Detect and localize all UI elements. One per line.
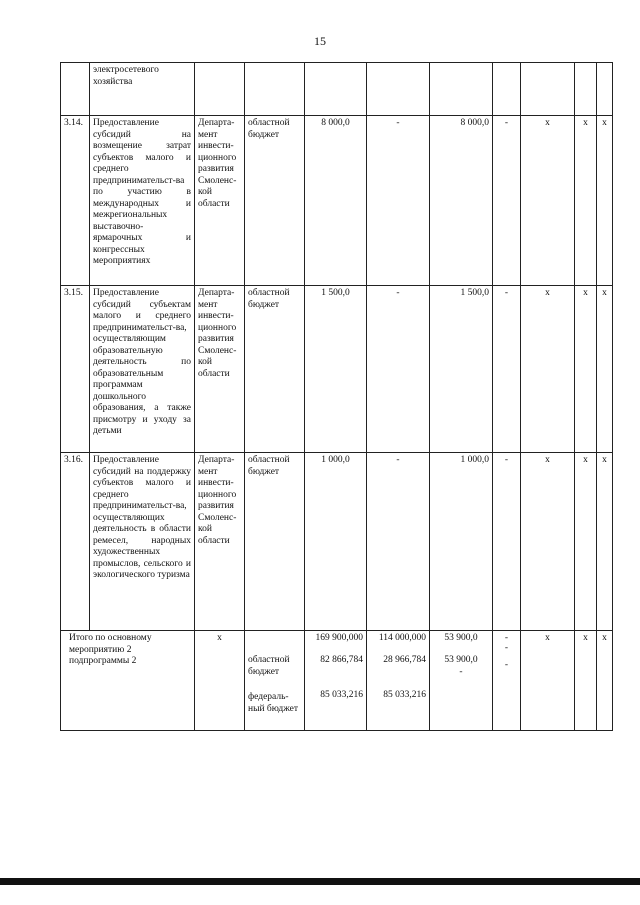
cell-indicator3: x: [597, 286, 613, 453]
table-row-summary: [61, 631, 613, 731]
cell-year2: [430, 631, 493, 731]
y2-regional: 53 900,0: [444, 654, 478, 665]
y1-all: 114 000,000: [378, 633, 426, 643]
cell-total: [305, 631, 367, 731]
cell-total: 1 000,0: [305, 453, 367, 631]
cell-executor: Департа-мент инвести-ционного развития Смоленс-кой области: [195, 453, 245, 631]
y1-federal: 85 033,216: [383, 690, 426, 700]
cell-indicator1: x: [521, 116, 575, 286]
program-table: [60, 62, 613, 731]
cell-num: 3.16.: [61, 453, 90, 631]
total-federal: 85 033,216: [320, 690, 363, 700]
cell-indicator2: x: [575, 286, 597, 453]
cell-indicator2: x: [575, 631, 597, 731]
cell-total: 1 500,0: [305, 286, 367, 453]
cell-summary-label: Итого по основному мероприятию 2 подпрограммы 2: [61, 631, 195, 731]
cell-num: 3.15.: [61, 286, 90, 453]
y3-regional: -: [504, 642, 509, 653]
cell-source: областной бюджет: [245, 453, 305, 631]
cell-year1: -: [367, 453, 430, 631]
source-regional: областной бюджет: [248, 655, 290, 677]
cell-indicator2: x: [575, 116, 597, 286]
cell-year2: 1 000,0: [430, 453, 493, 631]
total-all: 169 900,000: [315, 633, 363, 643]
cell-source: [245, 631, 305, 731]
y3-federal: -: [504, 660, 509, 670]
cell-source: областной бюджет: [245, 286, 305, 453]
cell-year2: 1 500,0: [430, 286, 493, 453]
page-number: 15: [314, 34, 326, 48]
cell-indicator3: x: [597, 453, 613, 631]
scan-border-bar: [0, 878, 640, 885]
cell-year3: -: [493, 116, 521, 286]
table-row: [61, 453, 613, 631]
cell-indicator2: x: [575, 453, 597, 631]
cell-year3: [493, 631, 521, 731]
cell-num: 3.14.: [61, 116, 90, 286]
cell-executor: Департа-мент инвести-ционного развития Смоленс-кой области: [195, 286, 245, 453]
cell-indicator1: x: [521, 631, 575, 731]
cell-executor: x: [195, 631, 245, 731]
source-federal: федераль-ный бюджет: [248, 692, 299, 714]
cell-desc: Предоставление субсидий на возмещение затрат субъектов малого и среднего предпринимательст-ва по участию в международных и межрегиональных выставочно-ярмарочных и конгрессных мероприятиях: [90, 116, 195, 286]
y3-all: -: [504, 633, 509, 643]
y2-all: 53 900,0: [444, 633, 478, 643]
cell-desc: электросетевого хозяйства: [90, 63, 195, 116]
cell-year3: -: [493, 286, 521, 453]
cell-indicator1: x: [521, 453, 575, 631]
cell-total: 8 000,0: [305, 116, 367, 286]
y2-federal: -: [459, 667, 463, 677]
y1-regional: 28 966,784: [383, 654, 426, 665]
table-row: [61, 286, 613, 453]
cell-num: [61, 63, 90, 116]
cell-desc: Предоставление субсидий на поддержку субъектов малого и среднего предпринимательст-ва, осуществляющих деятельность в области ремесел, народных художественных промыслов, сельского и экологического туризма: [90, 453, 195, 631]
cell-source: областной бюджет: [245, 116, 305, 286]
cell-executor: Департа-мент инвести-ционного развития Смоленс-кой области: [195, 116, 245, 286]
cell-indicator3: x: [597, 116, 613, 286]
cell-indicator1: x: [521, 286, 575, 453]
cell-year1: [367, 631, 430, 731]
total-regional: 82 866,784: [320, 654, 363, 665]
cell-indicator3: x: [597, 631, 613, 731]
cell-year1: -: [367, 116, 430, 286]
cell-desc: Предоставление субсидий субъектам малого и среднего предпринимательст-ва, осуществляющим образовательную деятельность по образовательным программам дошкольного образования, а также присмотру и уходу за детьми: [90, 286, 195, 453]
cell-year1: -: [367, 286, 430, 453]
cell-year3: -: [493, 453, 521, 631]
table-row-continuation: [61, 63, 613, 116]
table-row: [61, 116, 613, 286]
cell-year2: 8 000,0: [430, 116, 493, 286]
